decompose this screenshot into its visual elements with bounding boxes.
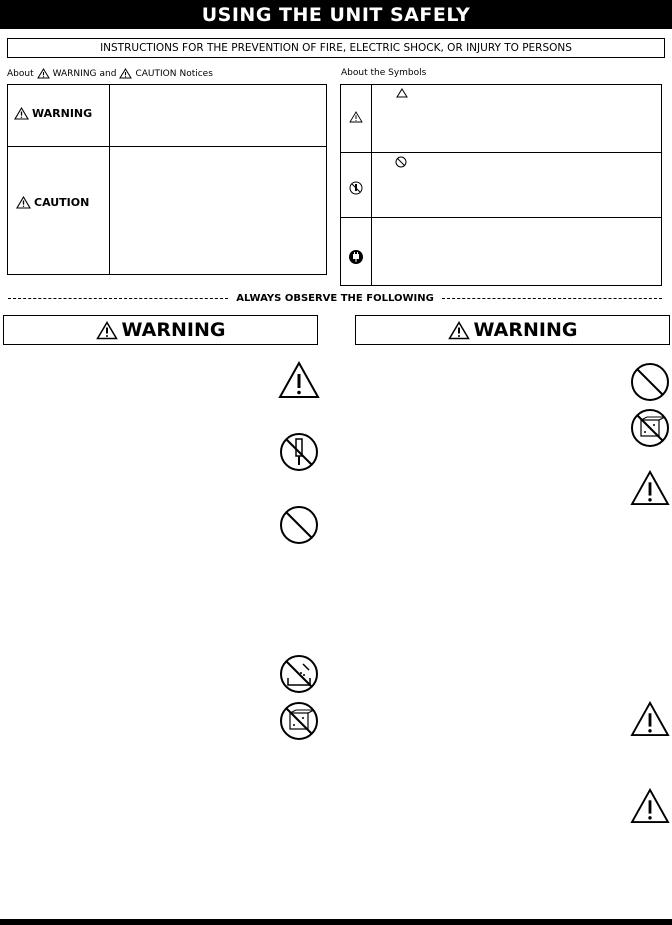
notice-label-caution: CAUTION	[34, 196, 90, 209]
attention-triangle-icon	[349, 111, 363, 123]
prohibited-circle-icon	[395, 156, 407, 168]
warning-header-text: WARNING	[121, 319, 226, 341]
subtitle-text: INSTRUCTIONS FOR THE PREVENTION OF FIRE, ELECTRIC SHOCK, OR INJURY TO PERSONS	[100, 42, 572, 54]
about-caution-word: CAUTION	[135, 68, 177, 79]
caution-triangle-icon	[630, 701, 670, 737]
dashed-line	[8, 298, 228, 299]
prohibited-icon	[630, 362, 670, 402]
table-divider	[341, 152, 661, 153]
about-notices-heading	[7, 68, 213, 79]
section-divider	[8, 291, 662, 305]
no-disassembly-icon	[279, 432, 319, 472]
caution-triangle-icon	[630, 470, 670, 506]
dashed-line	[442, 298, 662, 299]
table-divider	[109, 85, 110, 274]
about-prefix: About	[7, 68, 34, 79]
about-suffix: Notices	[179, 68, 213, 79]
warning-triangle-icon	[448, 321, 470, 340]
about-and-word: and	[99, 68, 117, 79]
triangle-symbol-icon	[396, 88, 408, 98]
no-children-icon	[630, 408, 670, 448]
no-water-icon	[279, 654, 319, 694]
warning-header-left	[3, 315, 318, 345]
notice-row-caution	[16, 196, 89, 209]
footer-bar	[0, 919, 672, 925]
about-symbols-text: About the Symbols	[341, 68, 427, 78]
caution-triangle-icon	[630, 788, 670, 824]
warning-triangle-icon	[37, 68, 50, 79]
subtitle-banner	[7, 38, 665, 58]
prohibited-icon	[279, 505, 319, 545]
warning-triangle-icon	[96, 321, 118, 340]
warning-triangle-icon	[14, 107, 29, 120]
notices-table	[7, 84, 327, 275]
warning-header-text: WARNING	[473, 319, 578, 341]
page-title-text: USING THE UNIT SAFELY	[201, 3, 471, 26]
warning-triangle-icon	[119, 68, 132, 79]
caution-triangle-icon	[278, 361, 320, 399]
unplug-plug-icon	[348, 249, 364, 265]
about-warning-word: WARNING	[52, 68, 97, 79]
page-title	[0, 0, 672, 29]
about-symbols-heading	[341, 68, 426, 78]
no-disassembly-icon	[349, 181, 363, 195]
no-children-icon	[279, 701, 319, 741]
symbols-table	[340, 84, 662, 286]
warning-header-right	[355, 315, 670, 345]
notice-label-warning: WARNING	[32, 107, 93, 120]
table-divider	[341, 217, 661, 218]
notice-row-warning	[14, 107, 92, 120]
table-divider	[8, 146, 326, 147]
table-divider	[371, 85, 372, 285]
warning-triangle-icon	[16, 196, 31, 209]
divider-label: ALWAYS OBSERVE THE FOLLOWING	[236, 292, 434, 304]
